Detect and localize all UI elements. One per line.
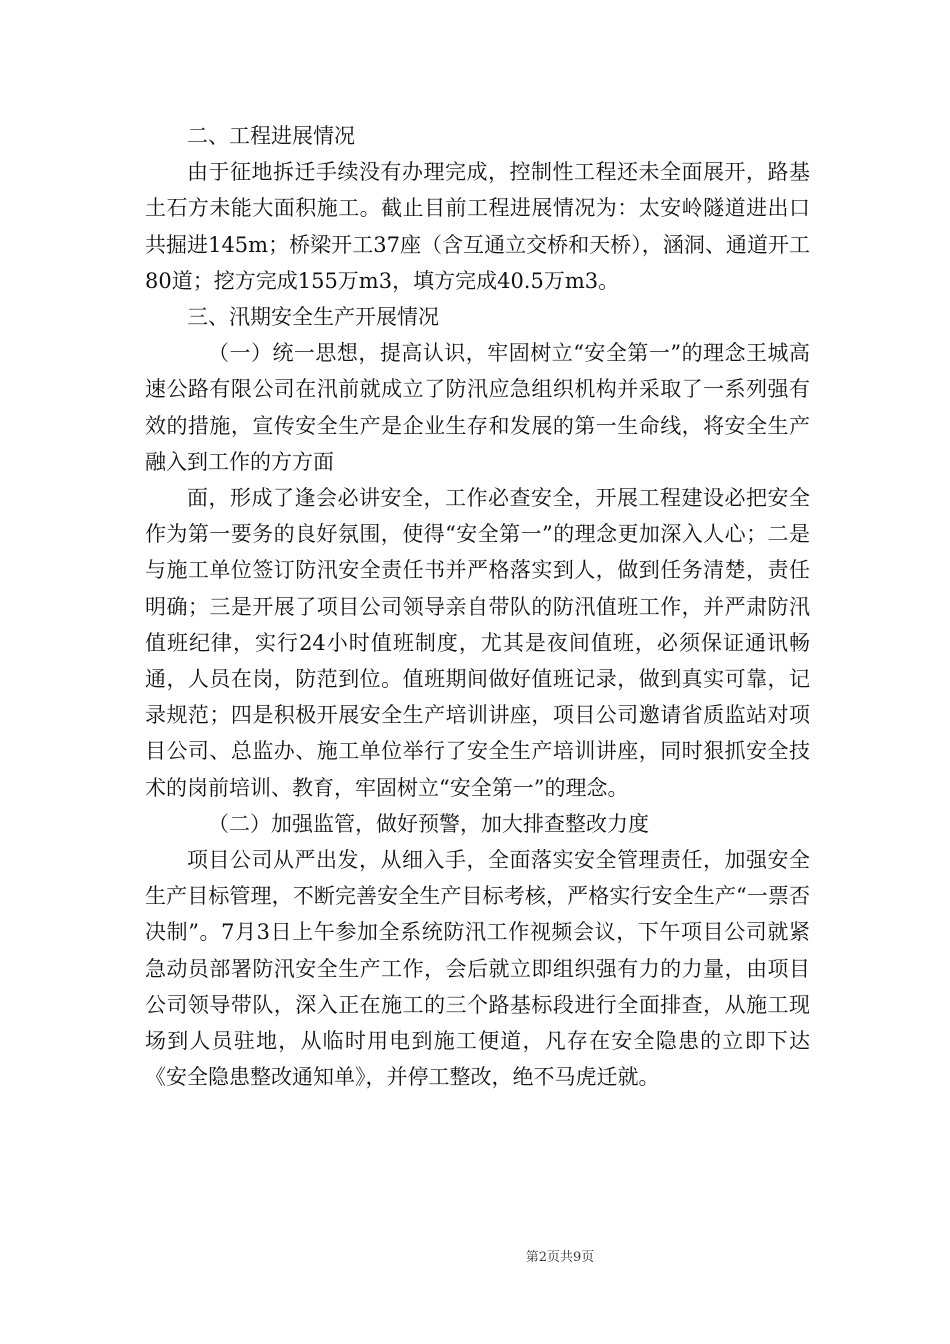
paragraph-safety-measures: 面，形成了逢会必讲安全，工作必查安全，开展工程建设必把安全作为第一要务的良好氛围，使得“安全第一”的理念更加深入人心；二是与施工单位签订防汛安全责任书并严格落实到人，做到任务清楚，责任明确；三是开展了项目公司领导亲自带队的防汛值班工作，并严肃防汛值班纪律，实行24小时值班制度，尤其是夜间值班，必须保证通讯畅通，人员在岗，防范到位。值班期间做好值班记录，做到真实可靠，记录规范；四是积极开展安全生产培训讲座，项目公司邀请省质监站对项目公司、总监办、施工单位举行了安全生产培训讲座，同时狠抓安全技术的岗前培训、教育，牢固树立“安全第一”的理念。 [145, 486, 810, 800]
subheading-supervision: （二）加强监管，做好预警，加大排查整改力度 [208, 811, 649, 836]
page-number-footer: 第2页共9页 [525, 1250, 595, 1265]
section-heading-progress: 二、工程进展情况 [187, 124, 355, 148]
paragraph-unify-thinking: （一）统一思想，提高认识，牢固树立“安全第一”的理念王城高速公路有限公司在汛前就成立了防汛应急组织机构并采取了一系列强有效的措施，宣传安全生产是企业生存和发展的第一生命线，将安全生产融入到工作的方方面 [145, 341, 810, 474]
section-heading-flood-safety: 三、汛期安全生产开展情况 [187, 305, 439, 330]
paragraph-inspection-rectification: 项目公司从严出发，从细入手，全面落实安全管理责任，加强安全生产目标管理，不断完善安全生产目标考核，严格实行安全生产“一票否决制”。7月3日上午参加全系统防汛工作视频会议，下午项目公司就紧急动员部署防汛安全生产工作，会后就立即组织强有力的力量，由项目公司领导带队，深入正在施工的三个路基标段进行全面排查，从施工现场到人员驻地，从临时用电到施工便道，凡存在安全隐患的立即下达《安全隐患整改通知单》，并停工整改，绝不马虎迁就。 [145, 848, 810, 1090]
paragraph-progress-details: 由于征地拆迁手续没有办理完成，控制性工程还未全面展开，路基土石方未能大面积施工。截止目前工程进展情况为：太安岭隧道进出口共掘进145m；桥梁开工37座（含互通立交桥和天桥），涵洞、通道开工80道；挖方完成155万m3，填方完成40.5万m3。 [145, 160, 810, 293]
document-body [145, 118, 810, 1095]
